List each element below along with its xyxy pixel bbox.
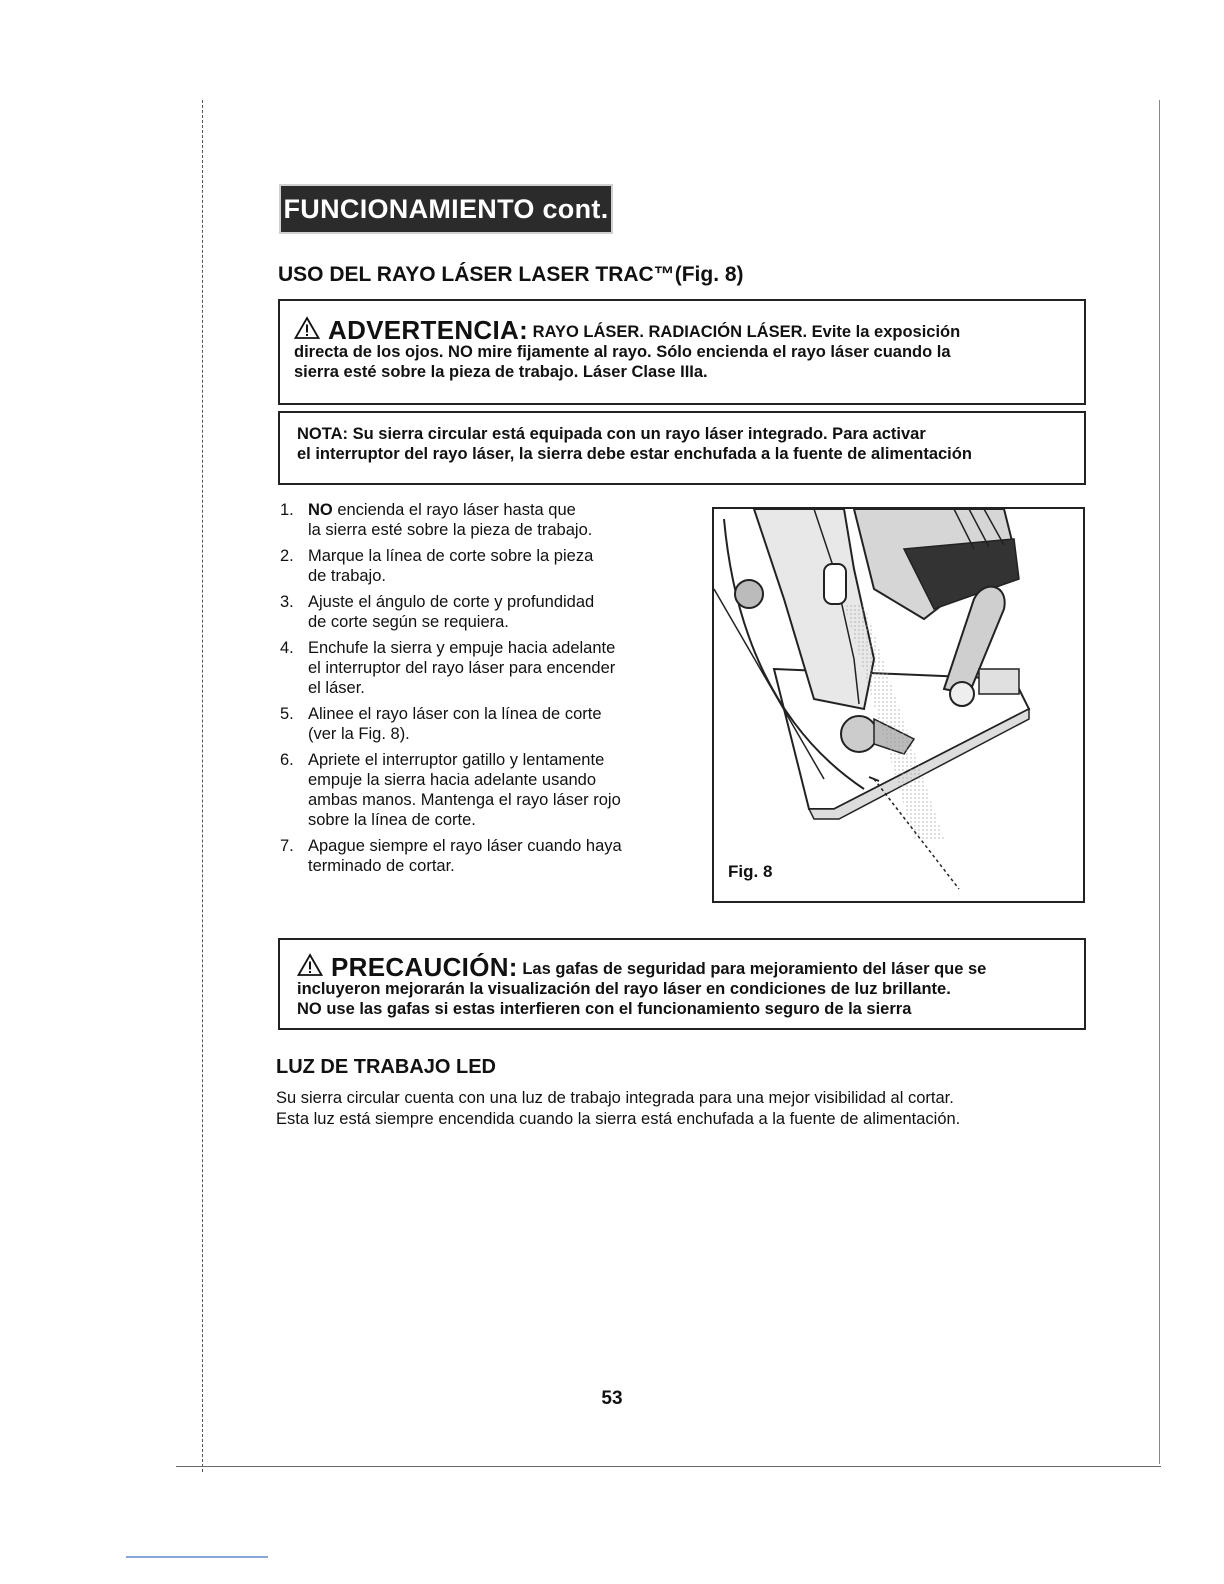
step-line: Apriete el interruptor gatillo y lentamente <box>308 751 605 769</box>
list-item <box>280 836 690 876</box>
circular-saw-illustration <box>714 509 1085 903</box>
step-line: Marque la línea de corte sobre la pieza <box>308 547 594 565</box>
warning-text-1: RAYO LÁSER. RADIACIÓN LÁSER. Evite la exposición <box>532 323 961 341</box>
caution-text-2: incluyeron mejorarán la visualización del rayo láser en condiciones de luz brillante. <box>297 980 951 998</box>
step-number: 2. <box>280 547 294 565</box>
step-line: Apague siempre el rayo láser cuando haya <box>308 837 622 855</box>
list-item <box>280 638 690 698</box>
step-line: la sierra esté sobre la pieza de trabajo. <box>308 521 593 539</box>
step-line: el láser. <box>308 679 365 697</box>
laser-section-heading: USO DEL RAYO LÁSER LASER TRAC™(Fig. 8) <box>278 263 744 286</box>
led-text-line: Su sierra circular cuenta con una luz de trabajo integrada para una mejor visibilidad al cortar. <box>276 1089 954 1107</box>
warning-triangle-icon <box>294 316 320 340</box>
step-number: 7. <box>280 837 294 855</box>
step-line: (ver la Fig. 8). <box>308 725 410 743</box>
left-margin-line <box>202 100 203 1472</box>
warning-text-3: sierra esté sobre la pieza de trabajo. Láser Clase IIIa. <box>294 363 708 381</box>
caution-box <box>278 938 1086 1030</box>
warning-line-1 <box>294 315 1070 345</box>
note-box <box>278 411 1086 485</box>
list-item <box>280 592 690 632</box>
led-section-heading: LUZ DE TRABAJO LED <box>276 1056 496 1078</box>
section-banner <box>279 184 613 234</box>
note-text-1: NOTA: Su sierra circular está equipada con un rayo láser integrado. Para activar <box>297 425 926 443</box>
step-line: el interruptor del rayo láser para encender <box>308 659 616 677</box>
step-line: Alinee el rayo láser con la línea de corte <box>308 705 602 723</box>
caution-label: PRECAUCIÓN: <box>331 952 518 982</box>
warning-label: ADVERTENCIA: <box>328 315 529 345</box>
step-line: terminado de cortar. <box>308 857 455 875</box>
steps-list <box>280 500 690 882</box>
caution-line-1 <box>297 952 1070 982</box>
bottom-margin-line <box>176 1466 1161 1467</box>
caution-text-1: Las gafas de seguridad para mejoramiento del láser que se <box>522 960 987 978</box>
step-line: sobre la línea de corte. <box>308 811 476 829</box>
caution-text-3: NO use las gafas si estas interfieren con el funcionamiento seguro de la sierra <box>297 1000 912 1018</box>
footer-rule <box>126 1556 268 1558</box>
led-text-line: Esta luz está siempre encendida cuando la sierra está enchufada a la fuente de alimentación. <box>276 1110 961 1128</box>
step-line: ambas manos. Mantenga el rayo láser rojo <box>308 791 621 809</box>
list-item <box>280 704 690 744</box>
section-banner-title: FUNCIONAMIENTO cont. <box>283 193 609 224</box>
step-number: 3. <box>280 593 294 611</box>
step-number: 4. <box>280 639 294 657</box>
step-line: de trabajo. <box>308 567 386 585</box>
step-line: Enchufe la sierra y empuje hacia adelante <box>308 639 616 657</box>
led-section-text <box>276 1088 1106 1130</box>
list-item <box>280 546 690 586</box>
figure-label: Fig. 8 <box>728 862 773 881</box>
step-line: encienda el rayo láser hasta que <box>332 501 576 519</box>
step-bold: NO <box>308 501 333 519</box>
warning-text-2: directa de los ojos. NO mire fijamente al rayo. Sólo encienda el rayo láser cuando la <box>294 343 951 361</box>
step-line: empuje la sierra hacia adelante usando <box>308 771 597 789</box>
figure-8-illustration <box>712 507 1085 903</box>
note-text-2: el interruptor del rayo láser, la sierra debe estar enchufada a la fuente de alimentación <box>297 445 972 463</box>
warning-box <box>278 299 1086 405</box>
step-line: Ajuste el ángulo de corte y profundidad <box>308 593 595 611</box>
warning-triangle-icon <box>297 953 323 977</box>
step-number: 1. <box>280 501 294 519</box>
page-number: 53 <box>601 1388 623 1409</box>
step-number: 5. <box>280 705 294 723</box>
step-number: 6. <box>280 751 294 769</box>
list-item <box>280 500 690 540</box>
step-line: de corte según se requiera. <box>308 613 509 631</box>
list-item <box>280 750 690 830</box>
right-margin-line <box>1159 100 1160 1464</box>
